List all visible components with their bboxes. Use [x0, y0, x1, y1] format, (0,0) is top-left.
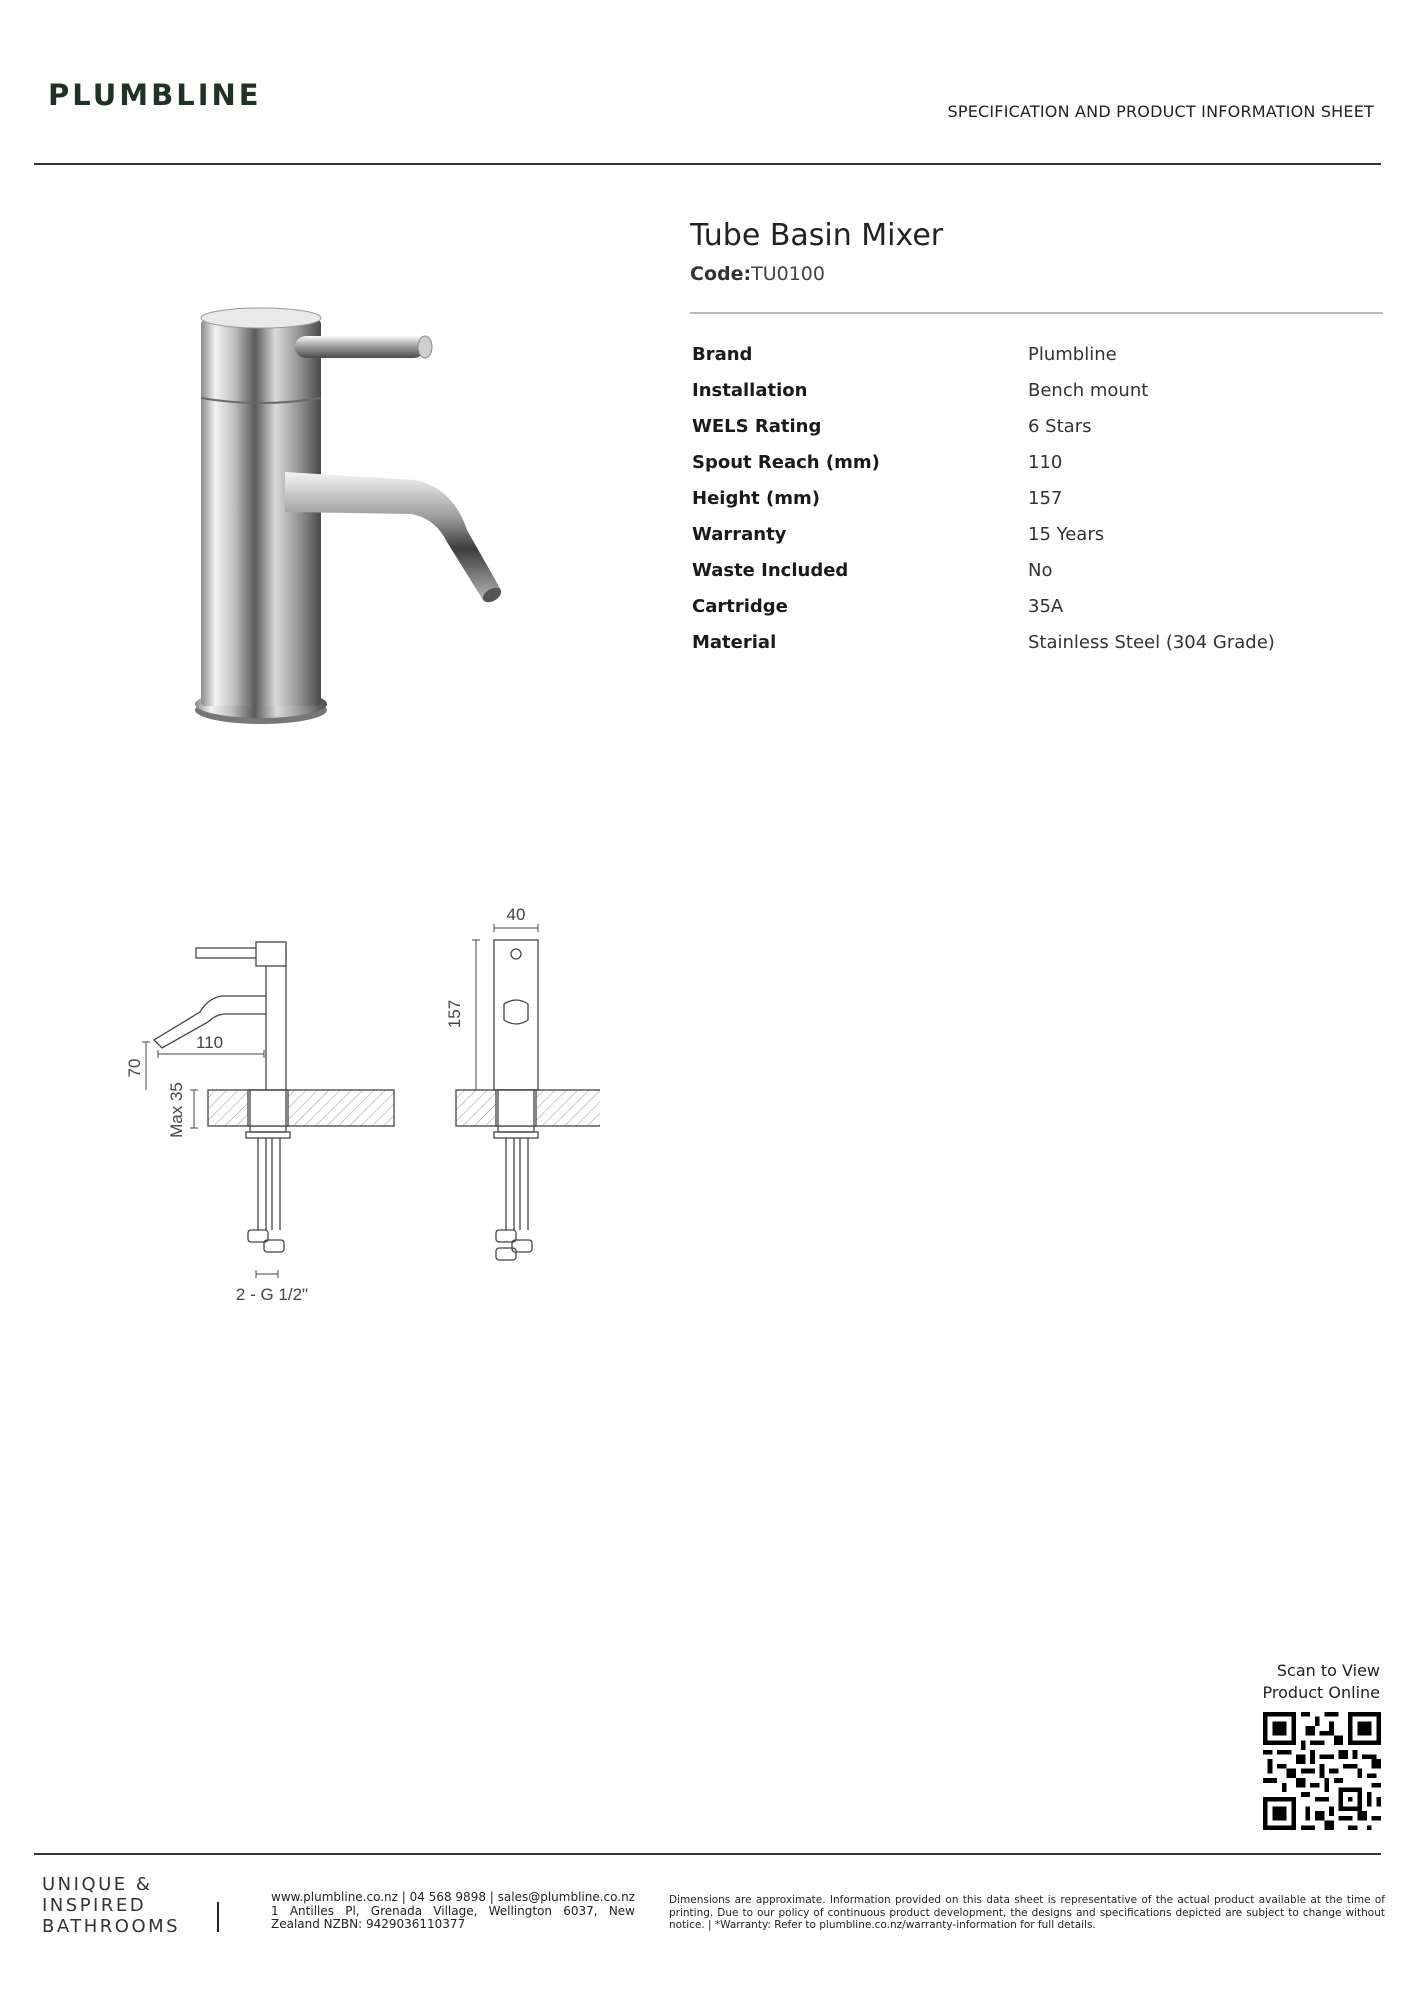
technical-drawing: [100, 900, 600, 1320]
dim-connection: 2 - G 1/2": [235, 1285, 309, 1304]
tagline-line-2: INSPIRED: [42, 1895, 147, 1916]
qr-caption: [1263, 1660, 1380, 1704]
table-row: [692, 480, 1372, 516]
spec-label: Waste Included: [692, 559, 849, 581]
table-row: [692, 408, 1372, 444]
table-row: [692, 444, 1372, 480]
qr-caption-line-1: Scan to View: [1276, 1661, 1380, 1680]
qr-caption-line-2: Product Online: [1262, 1683, 1380, 1702]
spec-table: [692, 336, 1372, 660]
tagline-line-3: BATHROOMS: [42, 1916, 181, 1937]
table-row: [692, 588, 1372, 624]
tagline-line-1: UNIQUE &: [42, 1874, 153, 1895]
footer-separator: [217, 1902, 219, 1932]
header-divider: [34, 163, 1381, 165]
product-code-value: TU0100: [751, 263, 825, 285]
product-photo: [185, 290, 555, 740]
dim-max-bench: Max 35: [167, 1082, 186, 1138]
document-type-label: SPECIFICATION AND PRODUCT INFORMATION SHEET: [947, 102, 1374, 121]
footer-divider: [34, 1853, 1381, 1855]
table-row: [692, 624, 1372, 660]
spec-value: Bench mount: [1028, 379, 1149, 401]
table-row: [692, 372, 1372, 408]
spec-label: Brand: [692, 343, 753, 365]
spec-value: 157: [1028, 487, 1063, 509]
spec-value: 110: [1028, 451, 1063, 473]
product-title: Tube Basin Mixer: [690, 218, 944, 253]
spec-label: Cartridge: [692, 595, 788, 617]
spec-label: Material: [692, 631, 777, 653]
table-row: [692, 516, 1372, 552]
spec-value: 15 Years: [1028, 523, 1105, 545]
dim-spout-height: 70: [125, 1058, 144, 1078]
brand-tagline: [42, 1874, 180, 1937]
spec-value: No: [1028, 559, 1053, 581]
dim-width: 40: [506, 905, 526, 924]
qr-code[interactable]: [1263, 1712, 1381, 1830]
spec-value: 35A: [1028, 595, 1064, 617]
title-divider: [690, 312, 1383, 314]
spec-value: Stainless Steel (304 Grade): [1028, 631, 1275, 653]
spec-label: Spout Reach (mm): [692, 451, 880, 473]
spec-label: Height (mm): [692, 487, 820, 509]
spec-label: WELS Rating: [692, 415, 822, 437]
dim-spout-reach: 110: [196, 1033, 224, 1052]
spec-value: Plumbline: [1028, 343, 1117, 365]
disclaimer-text: Dimensions are approximate. Information provided on this data sheet is representative of the actual product available at the time of printing. Due to our policy of continuous product development, the designs and specifications depicted are subject to change without notice. | *Warranty: Refer to plumbline.co.nz/warranty-information for full details.: [669, 1894, 1385, 1931]
spec-label: Installation: [692, 379, 808, 401]
product-code-label: Code:: [690, 263, 752, 285]
spec-value: 6 Stars: [1028, 415, 1092, 437]
table-row: [692, 336, 1372, 372]
brand-logo: PLUMBLINE: [48, 78, 262, 112]
table-row: [692, 552, 1372, 588]
product-code: [690, 263, 825, 285]
dim-height: 157: [445, 999, 464, 1029]
spec-label: Warranty: [692, 523, 787, 545]
contact-info: www.plumbline.co.nz | 04 568 9898 | sales@plumbline.co.nz 1 Antilles Pl, Grenada Village, Wellington 6037, New Zealand NZBN: 9429036110377: [271, 1890, 635, 1931]
